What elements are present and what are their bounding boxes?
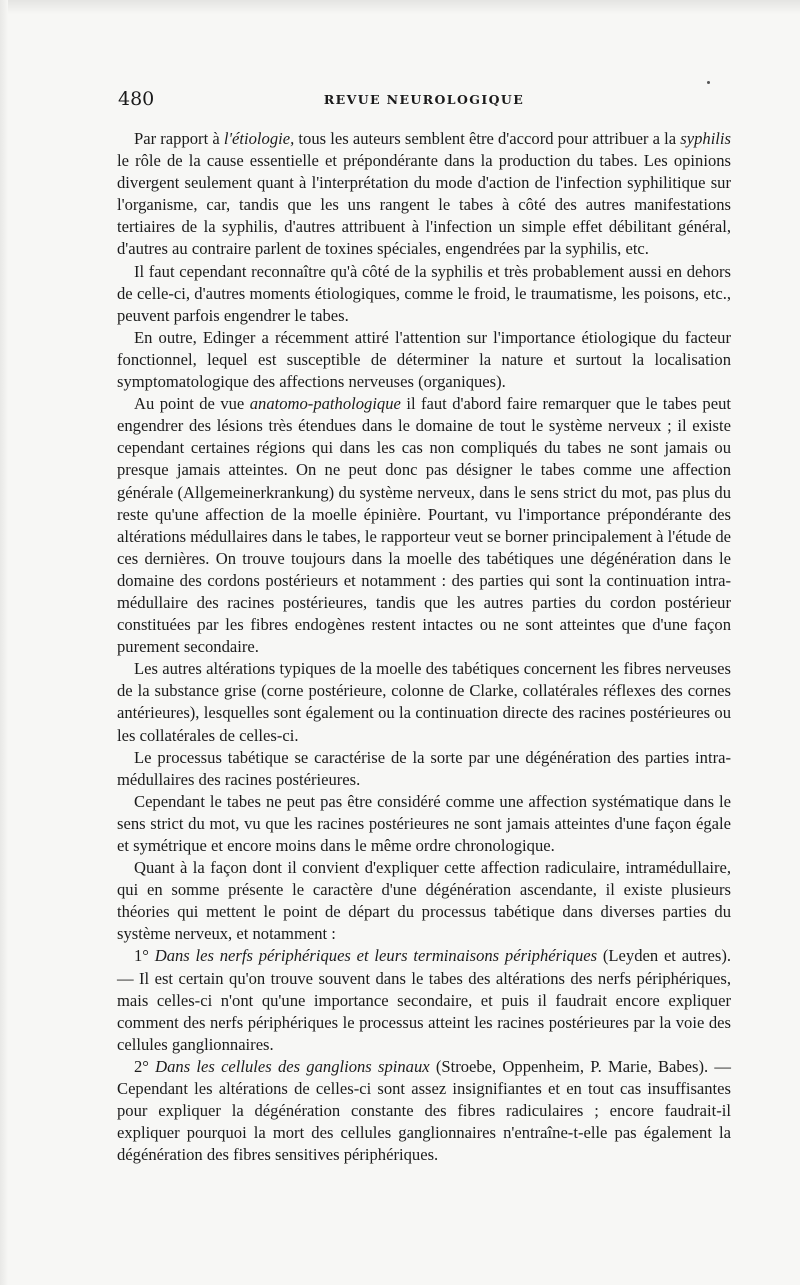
- scan-shadow-top: [0, 0, 800, 14]
- text-run: tous les auteurs semblent être d'accord pour attribuer a la: [294, 129, 681, 148]
- paragraph-p10: [117, 1056, 731, 1166]
- paragraph-p3: [117, 327, 731, 393]
- italic-run: Dans les nerfs périphériques et leurs terminaisons périphériques: [154, 946, 598, 966]
- paragraph-p8: [117, 857, 731, 945]
- text-run: le rôle de la cause essentielle et prépondérante dans la production du tabes. Les opinions divergent seulement quant à l'interprétation du mode d'action de l'infection syphilitique sur l'organisme, car, tandis que les uns rangent le tabes à côté des autres manifestations tertiaires de la syphilis, d'autres attribuent à l'infection un simple effet débilitant général, d'autres au contraire parlent de toxines spéciales, engendrées par la syphilis, etc.: [117, 151, 731, 259]
- running-header: [118, 86, 730, 116]
- text-run: (Stroebe, Oppenheim, P. Marie, Babes). — Cependant les altérations de celles-ci sont assez insignifiantes et en tout cas insuffisantes pour expliquer la dégénération constante des fibres radiculaires ; encore faudrait-il expliquer pourquoi la mort des cellules ganglionnaires n'entraîne-t-elle pas également la dégénération des fibres sensitives périphériques.: [117, 1056, 731, 1165]
- text-run: Il faut cependant reconnaître qu'à côté de la syphilis et très probablement aussi en dehors de celle-ci, d'autres moments étiologiques, comme le froid, le traumatisme, les poisons, etc., peuvent parfois engendrer le tabes.: [117, 261, 731, 325]
- paragraph-p6: [117, 747, 731, 791]
- paragraph-p4: [117, 393, 731, 658]
- text-run: Le processus tabétique se caractérise de la sorte par une dégénération des parties intra-médullaires des racines postérieures.: [117, 747, 731, 789]
- italic-run: syphilis: [680, 129, 731, 148]
- scan-shadow-left: [0, 0, 8, 1285]
- italic-run: anatomo-pathologique: [249, 394, 401, 414]
- italic-run: Dans les cellules des ganglions spinaux: [155, 1056, 430, 1076]
- paragraph-p9: [117, 945, 731, 1055]
- text-run: Par rapport à: [134, 129, 224, 148]
- text-run: Au point de vue: [134, 394, 250, 414]
- body-text: [117, 128, 731, 1166]
- text-run: En outre, Edinger a récemment attiré l'attention sur l'importance étiologique du facteur fonctionnel, lequel est susceptible de déterminer la nature et surtout la localisation symptomatologique des affections nerveuses (organiques).: [117, 327, 731, 392]
- text-run: il faut d'abord faire remarquer que le tabes peut engendrer des lésions très étendues dans le domaine de tout le système nerveux ; il existe cependant certaines régions qui dans les cas non compliqués du tabes ne sont jamais ou presque jamais atteintes. On ne peut donc pas désigner le tabes comme une affection générale (Allgemeinerkrankung) du système nerveux, dans le sens strict du mot, pas plus du reste qu'une affection de la moelle épinière. Pourtant, vu l'importance prépondérante des altérations médullaires dans le tabes, le rapporteur veut se borner principalement à l'étude de ces dernières. On trouve toujours dans la moelle des tabétiques une dégénération dans le domaine des cordons postérieurs et notamment : des parties qui sont la continuation intra-médullaire des racines postérieures, tandis que les autres parties du cordon postérieur constituées par les fibres endogènes restent intactes ou ne sont atteintes que d'une façon purement secondaire.: [117, 394, 731, 657]
- text-run: 2°: [134, 1056, 156, 1076]
- text-run: Quant à la façon dont il convient d'expliquer cette affection radiculaire, intramédullaire, qui en somme présente le caractère d'une dégénération ascendante, il existe plusieurs théories qui mettent le point de départ du processus tabétique dans diverses parties du système nerveux, et notamment :: [117, 858, 731, 944]
- dust-speck: [707, 81, 710, 84]
- paragraph-p1: [117, 128, 731, 261]
- page-number: 480: [118, 88, 155, 110]
- italic-run: l'étiologie,: [223, 129, 295, 148]
- text-run: 1°: [134, 946, 155, 966]
- running-title: REVUE NEUROLOGIQUE: [323, 92, 525, 107]
- paragraph-p7: [117, 791, 731, 857]
- text-run: Cependant le tabes ne peut pas être considéré comme une affection systématique dans le sens strict du mot, vu que les racines postérieures ne sont jamais atteintes d'une façon égale et symétrique et encore moins dans le même ordre chronologique.: [117, 791, 731, 855]
- paragraph-p2: [117, 261, 731, 327]
- text-run: (Leyden et autres). — Il est certain qu'on trouve souvent dans le tabes des altérations des nerfs périphériques, mais celles-ci n'ont qu'une importance secondaire, et puis il faudrait encore expliquer comment des nerfs périphériques le processus atteint les racines postérieures par la voie des cellules ganglionnaires.: [117, 946, 731, 1054]
- paragraph-p5: [117, 658, 731, 746]
- text-run: Les autres altérations typiques de la moelle des tabétiques concernent les fibres nerveuses de la substance grise (corne postérieure, colonne de Clarke, collatérales réflexes des cornes antérieures), lesquelles sont également ou la continuation directe des racines postérieures ou les collatérales de celles-ci.: [117, 659, 731, 745]
